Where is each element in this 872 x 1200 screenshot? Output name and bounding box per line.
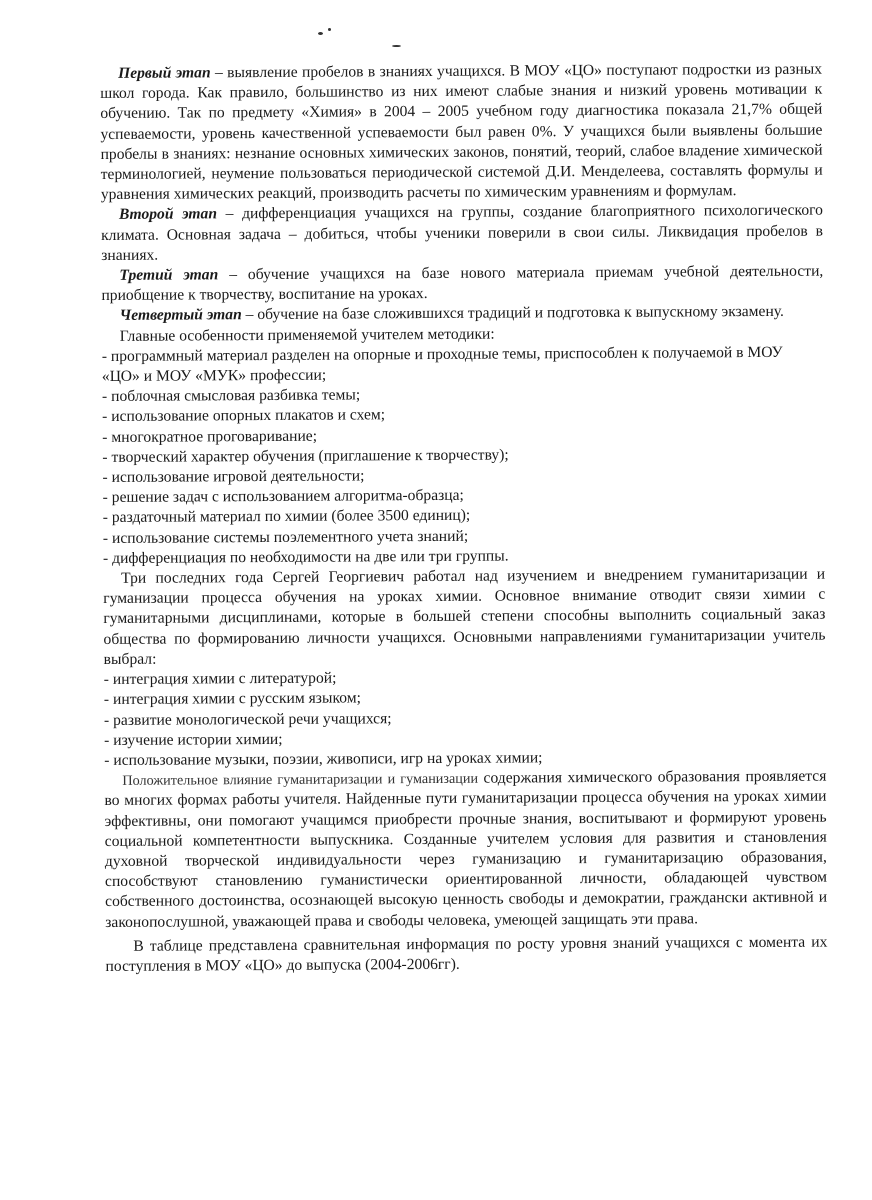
stage-title: Четвертый этап [119, 306, 242, 325]
list-item: - использование опорных плакатов и схем; [102, 406, 386, 426]
stage-paragraph-3 [101, 262, 823, 307]
list-item: - интеграция химии с литературой; [103, 669, 337, 689]
scan-speck [392, 45, 401, 47]
humanization-paragraph: Три последних года Сергей Георгиевич работал над изучением и внедрением гуманитаризации и гуманизации процесса обучения на уроках химии. Основное внимание отводит связи химии с гуманитарными дисциплинами, которые в большей степени способны выполнить социальный заказ общества по формированию личности учащихся. Основными направлениями гуманитаризации учитель выбрал: [103, 565, 826, 668]
list-item: - интеграция химии с русским языком; [103, 689, 361, 709]
features-intro: Главные особенности применяемой учителем методики: [119, 325, 495, 345]
list-item: - использование игровой деятельности; [102, 467, 365, 487]
stage-paragraph-1 [100, 60, 823, 206]
paragraph-lead: Положительное влияние гуманитаризации и гуманизации [122, 770, 479, 789]
stage-paragraph-2 [101, 201, 823, 266]
stage-text: – дифференциация учащихся на группы, создание благоприятного психологического климата. Основная задача – добиться, чтобы ученики поверили в свои силы. Ликвидация пробелов в знаниях. [100, 202, 824, 264]
list-item: - решение задач с использованием алгоритма-образца; [102, 487, 464, 507]
list-item: - программный материал разделен на опорные и проходные темы, приспособлен к получаемой в МОУ «ЦО» и МОУ «МУК» профессии; [101, 343, 783, 386]
list-item: - дифференциация по необходимости на две или три группы. [102, 547, 509, 567]
table-note-paragraph: В таблице представлена сравнительная информация по росту уровня знаний учащихся с момента их поступления в МОУ «ЦО» до выпуска (2004-2006гг). [105, 933, 828, 975]
document-body [100, 60, 828, 978]
paragraph-rest: содержания химического образования проявляется во многих формах работы учителя. Найденные пути гуманитаризации процесса обучения на уроках химии эффективны, они помогают учащимся приобрести прочные знания, воспитывают и формируют уровень социальной компетентности выпускника. Созданные учителем условия для развития и становления духовной творческой индивидуальности через гуманизацию и гуманитаризацию образования, способствуют становлению гуманистически ориентированной личности, обладающей чувством собственного достоинства, осознающей высокую ценность свободы и демократии, граждански активной и законопослушной, уважающей права и свободы человека, умеющей защищать эти права. [104, 767, 828, 931]
stage-title: Первый этап [118, 64, 211, 82]
scan-speck [328, 28, 331, 31]
stage-title: Третий этап [119, 266, 219, 284]
list-item: - изучение истории химии; [104, 730, 283, 749]
list-item: - творческий характер обучения (приглашение к творчеству); [102, 446, 509, 466]
directions-list [104, 666, 827, 771]
list-item: - развитие монологической речи учащихся; [103, 709, 392, 729]
stage-text: – выявление пробелов в знаниях учащихся. В МОУ «ЦО» поступают подростки из разных школ города. Как правило, большинство из них имеют слабые знания и низкий уровень мотивации к обучению. Так по предмету «Химия» в 2004 – 2005 учебном году диагностика показала 21,7% общей успеваемости, уровень качественной успеваемости был равен 0%. У учащихся были выявлены большие пробелы в знаниях: незнание основных химических законов, понятий, теорий, слабое владение химической терминологией, неумение пользоваться периодической системой Д.И. Менделеева, составлять формулы и уравнения химических реакций, производить расчеты по химическим уравнениям и формулам. [100, 60, 823, 204]
list-item: - поблочная смысловая разбивка темы; [101, 386, 361, 406]
stage-text: – обучение на базе сложившихся традиций и подготовка к выпускному экзамену. [241, 303, 784, 324]
list-item: - использование музыки, поэзии, живописи, игр на уроках химии; [104, 749, 543, 769]
features-list [102, 342, 825, 569]
positive-influence-paragraph [104, 767, 827, 933]
list-item: - многократное проговаривание; [102, 427, 318, 446]
stage-title: Второй этап [118, 205, 218, 224]
list-item: - использование системы поэлементного учета знаний; [102, 527, 469, 547]
scan-speck [318, 32, 323, 35]
list-item: - раздаточный материал по химии (более 3500 единиц); [102, 507, 471, 527]
stage-text: – обучение учащихся на базе нового материала приемам учебной деятельности, приобщение к творчеству, воспитание на уроках. [101, 262, 824, 305]
